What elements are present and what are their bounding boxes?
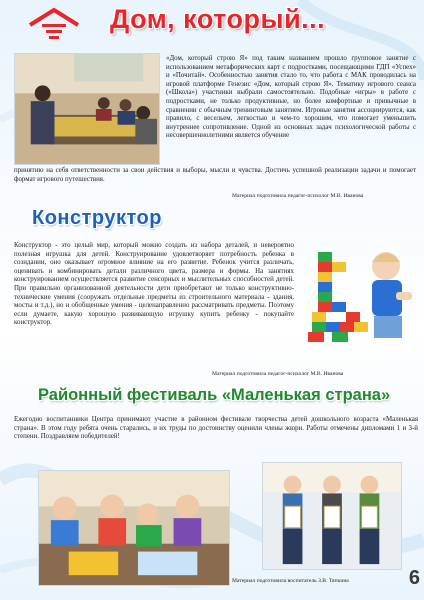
page-title: Дом, который... [110, 4, 326, 34]
section3-paragraph: Ежегодно воспитанники Центра принимают участие в районном фестивале творчества детей дошкольного возраста «Маленькая страна». В этом году ребята очень старались, и их труды по достоинству оценили члены жюри. Работы отмечены дипломами 1 и 3-й степени. Поздравляем победителей! [14, 416, 418, 441]
festival-children-table-photo [38, 470, 230, 586]
section1-paragraph-bottom: принятию на себя ответственности за свои действия и выборы, мысли и чувства. Достичь успешной реализации задачи и помогает формат игрового путешествия. [14, 167, 416, 183]
page-number: 6 [408, 567, 420, 589]
section3-title: Районный фестиваль «Маленькая страна» [38, 386, 391, 404]
section1-credit: Материал подготовила педагог-психолог М.В. Иванова [232, 193, 364, 199]
house-logo-icon [26, 7, 82, 41]
section3-credit: Материал подготовила воспитатель З.В. Тяпкина [232, 578, 349, 584]
section2-title: Конструктор [32, 207, 162, 229]
section2-paragraph: Конструктор - это целый мир, который можно создать из набора деталей, и невероятно полезная игрушка для детей. Конструирование удовлетворяет потребность ребенка в созидании, оно оказывает огромное влияние на его развитие. Ребенок учится различать, оценивать и комбинировать детали различного цвета, размера и формы. На занятиях конструированием осуществляется развитие сенсорных и мыслительных способностей детей. При правильно организованной деятельности дети приобретают не только конструктивно-технические умения (сооружать отдельные предметы из строительного материала - здания, мосты и т.д.), но и обобщенные умения - целенаправленно рассматривать предметы. Поэтому если думаете, какую хорошую развивающую игрушку купить ребенку - покупайте конструктор. [14, 242, 294, 327]
group-session-photo [14, 53, 160, 165]
section2-credit: Материал подготовила педагог-психолог М.В. Иванова [212, 371, 344, 377]
section1-paragraph-top: «Дом, который строю Я» под таким названием прошло групповое занятие с использованием метафорических карт с подростками, посещающими ГДП «Успех» и «Почитай». Особенностью занятия стало то, что работа с МАК проводилась на игровой платформе Генезис «Дом, который строю Я». Тематику игрового сеанса («Школа») участники выбрали самостоятельно. Подобные «игры» в работе с подростками, не только продуктивные, но более комфортные и привычные в сравнении с обычным тренинговым занятием. Игровые занятия ассоциируются, как правило, с весельем, легкостью и чем-то хорошим, что помогает уменьшить внутреннее сопротивление. Одной из основных задач психологической работы с несовершеннолетними является обучение [166, 55, 416, 140]
child-with-blocks-photo [308, 232, 418, 356]
festival-diplomas-photo [262, 462, 402, 570]
